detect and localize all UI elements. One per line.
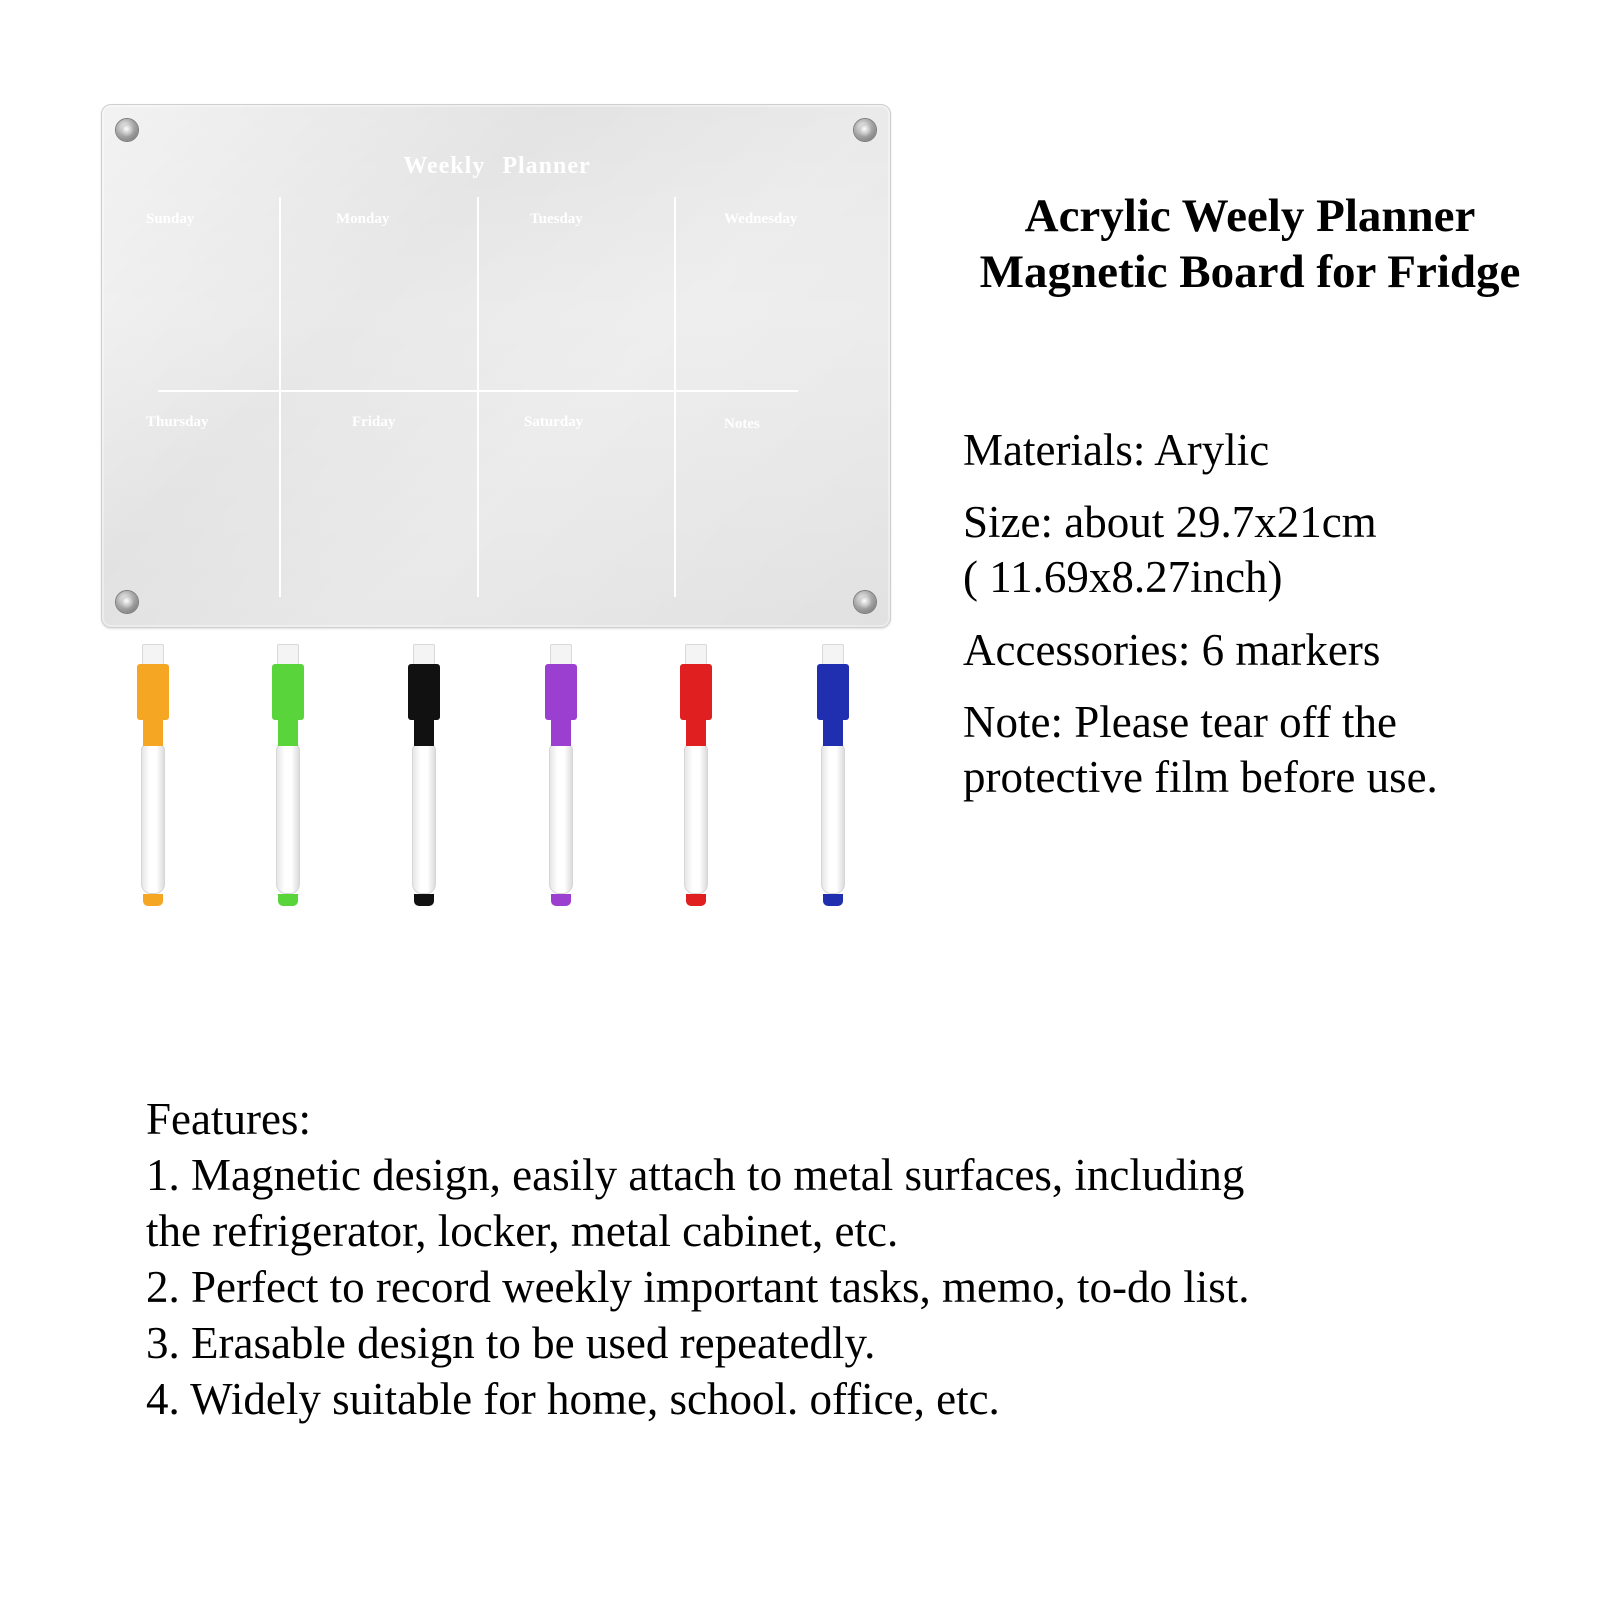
product-title-line-1: Acrylic Weely Planner [1024, 190, 1476, 242]
marker-cap [137, 664, 169, 720]
marker-cap [817, 664, 849, 720]
spec-accessories: Accessories: 6 markers [963, 625, 1381, 675]
spec-size-line-1: Size: about 29.7x21cm [963, 497, 1377, 547]
marker-end-cap [686, 894, 706, 906]
marker-end-cap [143, 894, 163, 906]
screw-bottom-right [854, 591, 876, 613]
marker-barrel [412, 744, 436, 894]
feature-line: 1. Magnetic design, easily attach to metal surfaces, including [146, 1150, 1245, 1200]
planner-board-image [101, 104, 891, 628]
marker-cap [272, 664, 304, 720]
day-label-monday: Monday [336, 211, 390, 227]
feature-line: 4. Widely suitable for home, school. office, etc. [146, 1374, 1000, 1424]
marker-green [270, 644, 306, 912]
day-label-friday: Friday [352, 414, 396, 430]
marker-neck [278, 720, 298, 746]
screw-bottom-left [116, 591, 138, 613]
marker-cap [545, 664, 577, 720]
spec-note-line-1: Note: Please tear off the [963, 697, 1398, 747]
product-title [930, 188, 1570, 300]
screw-top-left [116, 119, 138, 141]
marker-barrel [821, 744, 845, 894]
grid-vertical-line-3 [674, 197, 676, 597]
marker-black [406, 644, 442, 912]
marker-barrel [684, 744, 708, 894]
day-label-sunday: Sunday [146, 211, 195, 227]
product-title-line-2: Magnetic Board for Fridge [979, 246, 1521, 298]
features-block [146, 1091, 1250, 1427]
feature-line: the refrigerator, locker, metal cabinet, etc. [146, 1206, 899, 1256]
marker-barrel [549, 744, 573, 894]
marker-cap [408, 664, 440, 720]
marker-purple [543, 644, 579, 912]
marker-neck [414, 720, 434, 746]
marker-neck [686, 720, 706, 746]
feature-line: 2. Perfect to record weekly important tasks, memo, to-do list. [146, 1262, 1250, 1312]
marker-end-cap [414, 894, 434, 906]
marker-end-cap [551, 894, 571, 906]
spec-size-line-2: ( 11.69x8.27inch) [963, 552, 1283, 602]
day-label-thursday: Thursday [146, 414, 209, 430]
marker-barrel [276, 744, 300, 894]
marker-eraser-tip [277, 644, 299, 666]
marker-barrel [141, 744, 165, 894]
marker-blue [815, 644, 851, 912]
spec-note-line-2: protective film before use. [963, 752, 1438, 802]
day-label-saturday: Saturday [524, 414, 584, 430]
marker-neck [143, 720, 163, 746]
day-label-notes: Notes [724, 416, 760, 432]
marker-end-cap [278, 894, 298, 906]
day-label-tuesday: Tuesday [530, 211, 583, 227]
marker-eraser-tip [413, 644, 435, 666]
features-heading: Features: [146, 1094, 311, 1144]
marker-end-cap [823, 894, 843, 906]
marker-neck [551, 720, 571, 746]
marker-red [678, 644, 714, 912]
marker-eraser-tip [142, 644, 164, 666]
marker-cap [680, 664, 712, 720]
board-title: Weekly Planner [403, 153, 591, 179]
spec-materials: Materials: Arylic [963, 425, 1270, 475]
marker-orange [135, 644, 171, 912]
marker-eraser-tip [822, 644, 844, 666]
grid-vertical-line-1 [279, 197, 281, 597]
screw-top-right [854, 119, 876, 141]
marker-eraser-tip [550, 644, 572, 666]
feature-line: 3. Erasable design to be used repeatedly. [146, 1318, 876, 1368]
day-label-wednesday: Wednesday [724, 211, 798, 227]
marker-neck [823, 720, 843, 746]
marker-eraser-tip [685, 644, 707, 666]
grid-vertical-line-2 [477, 197, 479, 597]
